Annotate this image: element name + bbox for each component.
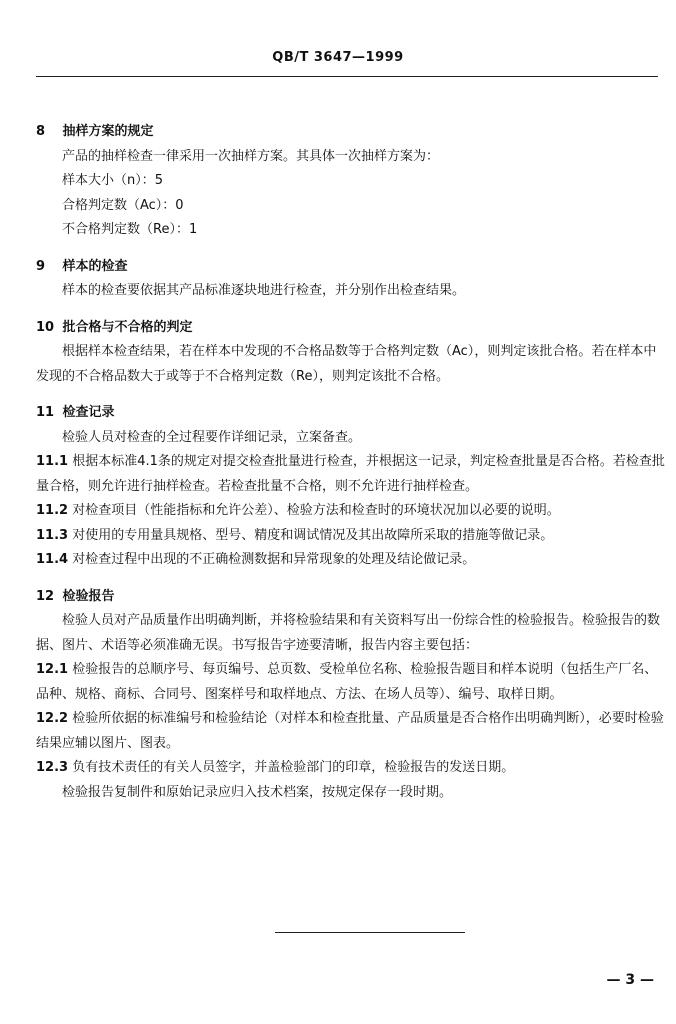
paragraph: 检验人员对产品质量作出明确判断，并将检验结果和有关资料写出一份综合性的检验报告。检验报告的数据、图片、术语等必须准确无误。书写报告字迹要清晰，报告内容主要包括： — [36, 613, 661, 653]
section-9-heading — [36, 255, 666, 280]
document-body — [36, 120, 666, 805]
clause-text: 检验所依据的标准编号和检验结论（对样本和检查批量、产品质量是否合格作出明确判断），必要时检验结果应辅以图片、图表。 — [36, 711, 664, 751]
paragraph: 产品的抽样检查一律采用一次抽样方案。其具体一次抽样方案为： — [62, 148, 440, 164]
clause-text: 对检查过程中出现的不正确检测数据和异常现象的处理及结论做记录。 — [72, 552, 476, 567]
rejection-number-line: 不合格判定数（Re）：1 — [62, 222, 198, 237]
section-number: 10 — [36, 319, 55, 335]
clause-12-3 — [36, 756, 666, 781]
header-rule — [36, 76, 658, 77]
section-title: 检查记录 — [62, 405, 115, 420]
standard-code: QB/T 3647—1999 — [272, 50, 404, 65]
section-10-heading — [36, 316, 666, 341]
clause-text: 负有技术责任的有关人员签字，并盖检验部门的印章，检验报告的发送日期。 — [72, 760, 515, 775]
clause-text: 根据本标准4.1条的规定对提交检查批量进行检查，并根据这一记录，判定检查批量是否合格。若检查批量合格，则允许进行抽样检查。若检查批量不合格，则不允许进行抽样检查。 — [36, 454, 665, 494]
section-11-heading — [36, 401, 666, 426]
clause-number: 11.2 — [36, 503, 69, 518]
section-number: 11 — [36, 405, 55, 420]
clause-12-1 — [36, 658, 666, 707]
end-rule — [275, 932, 465, 933]
clause-number: 11.3 — [36, 527, 69, 543]
section-12-heading — [36, 585, 666, 610]
paragraph: 样本的检查要依据其产品标准逐块地进行检查，并分别作出检查结果。 — [62, 283, 466, 298]
clause-12-2 — [36, 707, 666, 756]
section-title: 检验报告 — [62, 588, 115, 604]
clause-11-3 — [36, 524, 666, 549]
clause-number: 11.4 — [36, 552, 69, 567]
section-number: 9 — [36, 258, 46, 274]
clause-text: 对使用的专用量具规格、型号、精度和调试情况及其出故障所采取的措施等做记录。 — [72, 527, 554, 543]
clause-11-2 — [36, 499, 666, 524]
acceptance-number-line: 合格判定数（Ac）：0 — [62, 197, 184, 213]
paragraph: 检验报告复制件和原始记录应归入技术档案，按规定保存一段时期。 — [62, 784, 453, 800]
paragraph: 检验人员对检查的全过程要作详细记录，立案备查。 — [62, 429, 362, 445]
clause-number: 12.1 — [36, 662, 69, 677]
sample-size-line: 样本大小（n）：5 — [62, 173, 164, 188]
clause-11-1 — [36, 450, 666, 499]
clause-number: 12.2 — [36, 711, 69, 726]
section-number: 8 — [36, 124, 46, 139]
section-title: 抽样方案的规定 — [62, 124, 154, 139]
clause-number: 11.1 — [36, 454, 69, 469]
clause-text: 检验报告的总顺序号、每页编号、总页数、受检单位名称、检验报告题目和样本说明（包括生产厂名、品种、规格、商标、合同号、图案样号和取样地点、方法、在场人员等）、编号、取样日期。 — [36, 662, 658, 702]
page-number: — 3 — — [606, 972, 654, 988]
clause-text: 对检查项目（性能指标和允许公差）、检验方法和检查时的环境状况加以必要的说明。 — [72, 503, 560, 518]
section-title: 样本的检查 — [62, 258, 128, 274]
section-8-heading — [36, 120, 666, 145]
clause-number: 12.3 — [36, 760, 69, 775]
paragraph: 根据样本检查结果，若在样本中发现的不合格品数等于合格判定数（Ac），则判定该批合格。若在样本中发现的不合格品数大于或等于不合格判定数（Re），则判定该批不合格。 — [36, 344, 657, 384]
clause-11-4 — [36, 548, 666, 573]
section-title: 批合格与不合格的判定 — [62, 319, 193, 335]
section-number: 12 — [36, 588, 55, 604]
